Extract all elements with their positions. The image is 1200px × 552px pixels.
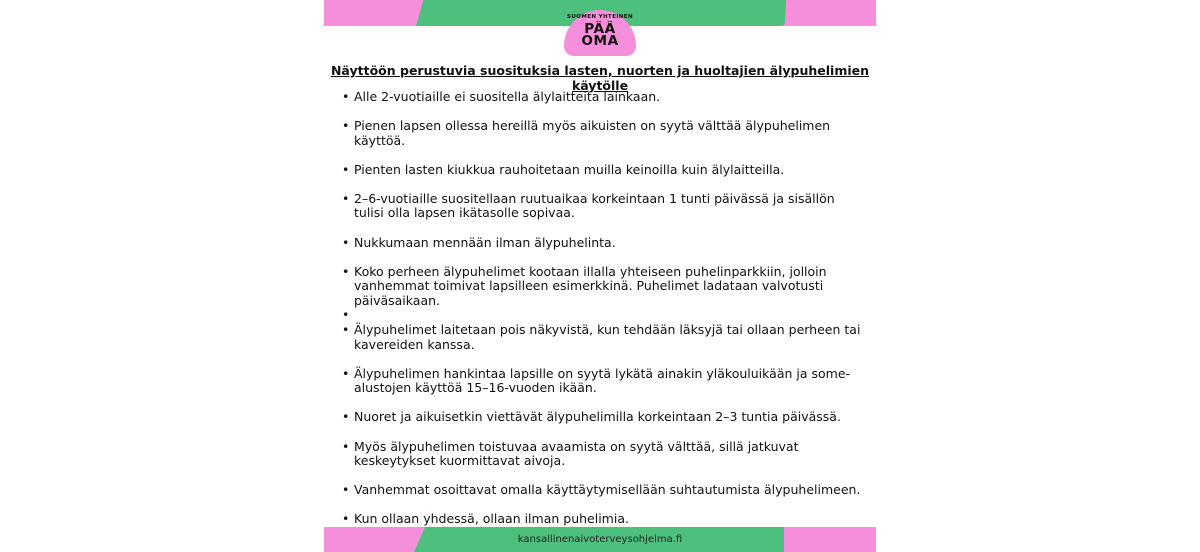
list-item-text: 2–6-vuotiaille suositellaan ruutuaikaa korkeintaan 1 tunti päivässä ja sisällön tulisi olla lapsen ikätasolle sopivaa. — [354, 190, 835, 221]
bullet-icon: • — [342, 409, 350, 425]
bullet-icon: • — [342, 190, 350, 206]
bullet-icon: • — [342, 482, 350, 498]
list-item — [342, 236, 862, 251]
list-item — [342, 119, 862, 148]
paaoma-logo — [564, 10, 636, 56]
list-item-text: Pienten lasten kiukkua rauhoitetaan muilla keinoilla kuin älylaitteilla. — [354, 161, 785, 177]
list-item-text: Älypuhelimet laitetaan pois näkyvistä, kun tehdään läksyjä tai ollaan perheen tai kavereiden kanssa. — [354, 322, 861, 352]
list-item-text: Pienen lapsen ollessa hereillä myös aikuisten on syytä välttää älypuhelimen käyttöä. — [354, 118, 831, 148]
bullet-icon: • — [342, 234, 350, 250]
logo-wordmark — [562, 24, 638, 48]
bullet-icon: • — [342, 263, 350, 279]
bullet-icon: • — [342, 89, 350, 104]
list-item — [342, 192, 862, 221]
list-item-empty — [342, 308, 862, 323]
bullet-icon: • — [342, 307, 350, 323]
list-item — [342, 90, 862, 105]
list-item-text: Koko perheen älypuhelimet kootaan illalla yhteiseen puhelinparkkiin, jolloin vanhemmat toimivat lapsilleen esimerkkinä. Puhelimet ladataan valvotusti päiväsaikaan. — [354, 263, 827, 308]
list-item — [342, 163, 862, 178]
bullet-icon: • — [342, 511, 350, 527]
list-item — [342, 265, 862, 309]
list-item-text: Älypuhelimen hankintaa lapsille on syytä lykätä ainakin yläkouluikään ja some-alustojen käyttöä 15–16-vuoden ikään. — [354, 365, 851, 396]
logo-arc-text: SUOMEN YHTEINEN — [567, 14, 633, 20]
bullet-icon: • — [342, 161, 350, 177]
bottom-banner — [324, 527, 876, 552]
list-item — [342, 440, 862, 469]
list-item — [342, 323, 862, 352]
list-item-text: Nuoret ja aikuisetkin viettävät älypuhelimilla korkeintaan 2–3 tuntia päivässä. — [354, 409, 841, 425]
list-item-text: Vanhemmat osoittavat omalla käyttäytymisellään suhtautumista älypuhelimeen. — [354, 482, 861, 498]
poster — [324, 0, 876, 552]
bullet-icon: • — [342, 322, 350, 338]
recommendations-list — [342, 90, 862, 541]
bullet-icon: • — [342, 438, 350, 454]
list-item-text: Kun ollaan yhdessä, ollaan ilman puhelimia. — [354, 511, 629, 527]
list-item-text: Nukkumaan mennään ilman älypuhelinta. — [354, 234, 616, 250]
list-item — [342, 367, 862, 396]
list-item — [342, 410, 862, 425]
logo-line-1: PÄÄ — [584, 22, 616, 37]
footer-url: kansallinenaivoterveysohjelma.fi — [517, 534, 683, 545]
list-item-text: Myös älypuhelimen toistuvaa avaamista on syytä välttää, sillä jatkuvat keskeytykset kuormittavat aivoja. — [354, 438, 799, 469]
logo-line-2: OMA — [581, 34, 619, 49]
bullet-icon: • — [342, 365, 350, 381]
bullet-icon: • — [342, 118, 350, 134]
list-item — [342, 512, 862, 527]
list-item-text: Alle 2-vuotiaille ei suositella älylaitteita lainkaan. — [354, 89, 661, 104]
page-title: Näyttöön perustuvia suosituksia lasten, nuorten ja huoltajien älypuhelimien käytölle — [330, 63, 870, 93]
list-item — [342, 483, 862, 498]
